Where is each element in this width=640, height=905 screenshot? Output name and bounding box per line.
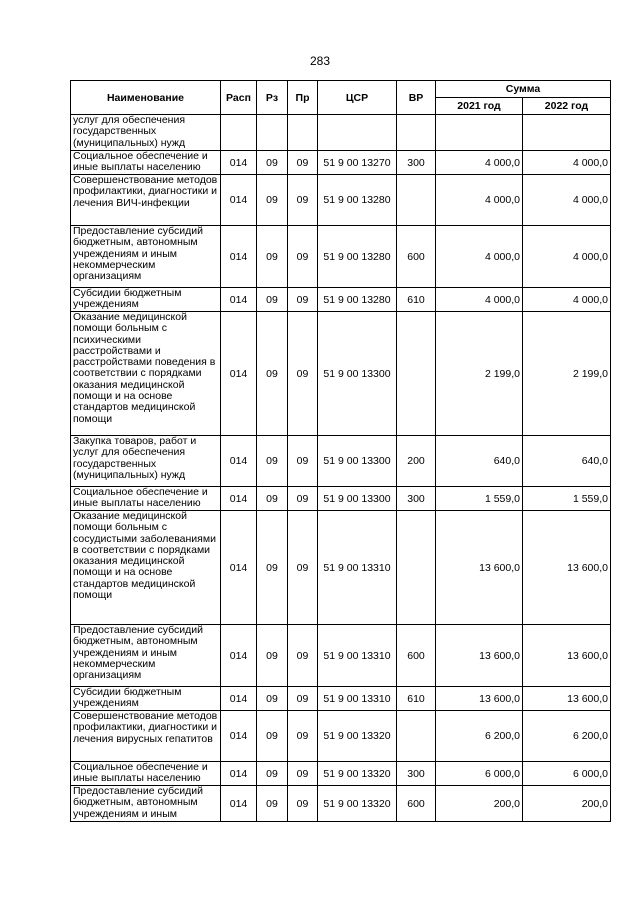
- cell-csr: 51 9 00 13310: [318, 625, 397, 687]
- cell-name: Предоставление субсидий бюджетным, автономным учреждениям и иным некоммерческим организациям: [71, 625, 221, 687]
- cell-y2022: 4 000,0: [523, 151, 611, 175]
- cell-y2021: 4 000,0: [436, 151, 523, 175]
- cell-y2022: 4 000,0: [523, 226, 611, 288]
- cell-vr: [397, 115, 436, 151]
- cell-y2021: 13 600,0: [436, 511, 523, 625]
- cell-y2022: 13 600,0: [523, 511, 611, 625]
- cell-y2021: 4 000,0: [436, 175, 523, 226]
- cell-rasp: 014: [221, 151, 257, 175]
- cell-vr: 300: [397, 762, 436, 786]
- cell-csr: 51 9 00 13300: [318, 436, 397, 487]
- cell-pr: [288, 115, 318, 151]
- cell-rasp: 014: [221, 762, 257, 786]
- cell-rasp: 014: [221, 436, 257, 487]
- table-row: [71, 288, 611, 312]
- cell-name: Субсидии бюджетным учреждениям: [71, 687, 221, 711]
- cell-vr: 600: [397, 226, 436, 288]
- cell-name: услуг для обеспечения государственных (муниципальных) нужд: [71, 115, 221, 151]
- cell-y2021: 640,0: [436, 436, 523, 487]
- cell-rz: 09: [257, 151, 288, 175]
- cell-pr: 09: [288, 436, 318, 487]
- cell-y2021: [436, 115, 523, 151]
- cell-vr: 200: [397, 436, 436, 487]
- cell-csr: 51 9 00 13310: [318, 511, 397, 625]
- header-2022: 2022 год: [523, 98, 611, 115]
- page-number: 283: [309, 54, 331, 68]
- cell-pr: 09: [288, 175, 318, 226]
- cell-name: Совершенствование методов профилактики, диагностики и лечения ВИЧ-инфекции: [71, 175, 221, 226]
- cell-y2022: 1 559,0: [523, 487, 611, 511]
- cell-y2022: 4 000,0: [523, 288, 611, 312]
- cell-y2022: 640,0: [523, 436, 611, 487]
- cell-pr: 09: [288, 687, 318, 711]
- cell-pr: 09: [288, 711, 318, 762]
- header-rasp: Расп: [221, 81, 257, 115]
- cell-rasp: 014: [221, 711, 257, 762]
- cell-pr: 09: [288, 762, 318, 786]
- cell-vr: [397, 175, 436, 226]
- table-row: [71, 226, 611, 288]
- table-row: [71, 175, 611, 226]
- cell-y2022: [523, 115, 611, 151]
- cell-csr: 51 9 00 13280: [318, 226, 397, 288]
- cell-name: Социальное обеспечение и иные выплаты населению: [71, 487, 221, 511]
- cell-pr: 09: [288, 625, 318, 687]
- cell-y2021: 1 559,0: [436, 487, 523, 511]
- cell-pr: 09: [288, 226, 318, 288]
- cell-y2021: 13 600,0: [436, 687, 523, 711]
- cell-vr: [397, 312, 436, 436]
- cell-y2022: 4 000,0: [523, 175, 611, 226]
- header-pr: Пр: [288, 81, 318, 115]
- cell-csr: 51 9 00 13270: [318, 151, 397, 175]
- cell-rasp: 014: [221, 786, 257, 822]
- table-row: [71, 115, 611, 151]
- cell-rasp: 014: [221, 687, 257, 711]
- cell-csr: 51 9 00 13320: [318, 762, 397, 786]
- cell-vr: [397, 711, 436, 762]
- table-row: [71, 762, 611, 786]
- cell-vr: 300: [397, 487, 436, 511]
- cell-vr: 600: [397, 786, 436, 822]
- cell-rasp: 014: [221, 625, 257, 687]
- cell-rasp: 014: [221, 226, 257, 288]
- cell-csr: 51 9 00 13280: [318, 175, 397, 226]
- header-sum: Сумма: [436, 81, 611, 98]
- header-name: Наименование: [71, 81, 221, 115]
- cell-y2022: 6 200,0: [523, 711, 611, 762]
- cell-name: Социальное обеспечение и иные выплаты населению: [71, 151, 221, 175]
- cell-csr: 51 9 00 13320: [318, 711, 397, 762]
- table-row: [71, 687, 611, 711]
- cell-csr: 51 9 00 13300: [318, 487, 397, 511]
- table-row: [71, 625, 611, 687]
- cell-rasp: [221, 115, 257, 151]
- table-row: [71, 511, 611, 625]
- cell-name: Оказание медицинской помощи больным с сосудистыми заболеваниями в соответствии с порядками оказания медицинской помощи и на основе стандартов медицинской помощи: [71, 511, 221, 625]
- cell-rz: 09: [257, 436, 288, 487]
- cell-name: Субсидии бюджетным учреждениям: [71, 288, 221, 312]
- header-2021: 2021 год: [436, 98, 523, 115]
- cell-csr: [318, 115, 397, 151]
- cell-rz: 09: [257, 786, 288, 822]
- cell-pr: 09: [288, 786, 318, 822]
- table-row: [71, 436, 611, 487]
- cell-y2021: 4 000,0: [436, 288, 523, 312]
- cell-csr: 51 9 00 13320: [318, 786, 397, 822]
- cell-rz: [257, 115, 288, 151]
- cell-csr: 51 9 00 13280: [318, 288, 397, 312]
- table-row: [71, 786, 611, 822]
- cell-rz: 09: [257, 312, 288, 436]
- cell-csr: 51 9 00 13310: [318, 687, 397, 711]
- cell-rz: 09: [257, 625, 288, 687]
- cell-y2022: 200,0: [523, 786, 611, 822]
- cell-y2021: 200,0: [436, 786, 523, 822]
- budget-table: [70, 80, 611, 822]
- cell-pr: 09: [288, 312, 318, 436]
- cell-rasp: 014: [221, 511, 257, 625]
- cell-csr: 51 9 00 13300: [318, 312, 397, 436]
- header-csr: ЦСР: [318, 81, 397, 115]
- cell-pr: 09: [288, 511, 318, 625]
- cell-name: Предоставление субсидий бюджетным, автономным учреждениям и иным: [71, 786, 221, 822]
- cell-name: Оказание медицинской помощи больным с психическими расстройствами и расстройствами поведения в соответствии с порядками оказания медицинской помощи и на основе стандартов медицинской помощи: [71, 312, 221, 436]
- cell-name: Социальное обеспечение и иные выплаты населению: [71, 762, 221, 786]
- cell-rz: 09: [257, 762, 288, 786]
- cell-vr: 600: [397, 625, 436, 687]
- cell-rasp: 014: [221, 288, 257, 312]
- cell-name: Совершенствование методов профилактики, диагностики и лечения вирусных гепатитов: [71, 711, 221, 762]
- cell-name: Предоставление субсидий бюджетным, автономным учреждениям и иным некоммерческим организациям: [71, 226, 221, 288]
- cell-pr: 09: [288, 487, 318, 511]
- cell-y2021: 4 000,0: [436, 226, 523, 288]
- cell-rz: 09: [257, 711, 288, 762]
- cell-vr: [397, 511, 436, 625]
- cell-rz: 09: [257, 687, 288, 711]
- cell-y2022: 6 000,0: [523, 762, 611, 786]
- cell-y2021: 6 000,0: [436, 762, 523, 786]
- table-row: [71, 487, 611, 511]
- cell-rz: 09: [257, 511, 288, 625]
- cell-rz: 09: [257, 288, 288, 312]
- table-row: [71, 312, 611, 436]
- cell-pr: 09: [288, 288, 318, 312]
- cell-rasp: 014: [221, 312, 257, 436]
- header-rz: Рз: [257, 81, 288, 115]
- cell-y2021: 13 600,0: [436, 625, 523, 687]
- cell-y2022: 2 199,0: [523, 312, 611, 436]
- cell-y2022: 13 600,0: [523, 625, 611, 687]
- cell-vr: 300: [397, 151, 436, 175]
- cell-pr: 09: [288, 151, 318, 175]
- table-row: [71, 711, 611, 762]
- header-vr: ВР: [397, 81, 436, 115]
- cell-rasp: 014: [221, 487, 257, 511]
- cell-vr: 610: [397, 687, 436, 711]
- cell-vr: 610: [397, 288, 436, 312]
- cell-y2022: 13 600,0: [523, 687, 611, 711]
- cell-rz: 09: [257, 175, 288, 226]
- table-row: [71, 151, 611, 175]
- cell-name: Закупка товаров, работ и услуг для обеспечения государственных (муниципальных) нужд: [71, 436, 221, 487]
- cell-y2021: 6 200,0: [436, 711, 523, 762]
- cell-rz: 09: [257, 226, 288, 288]
- cell-rz: 09: [257, 487, 288, 511]
- cell-y2021: 2 199,0: [436, 312, 523, 436]
- cell-rasp: 014: [221, 175, 257, 226]
